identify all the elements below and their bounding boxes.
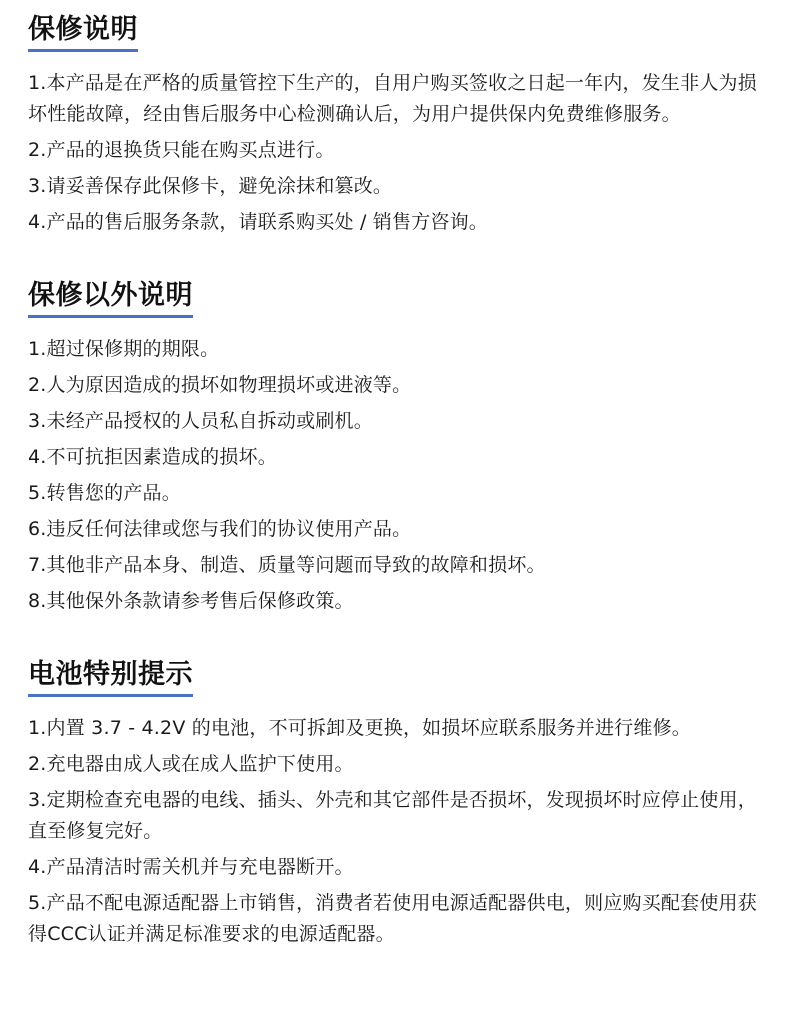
warranty-item: 1.本产品是在严格的质量管控下生产的，自用户购买签收之日起一年内，发生非人为损坏性能故障，经由售后服务中心检测确认后，为用户提供保内免费维修服务。	[28, 72, 757, 125]
warranty-item: 2.产品的退换货只能在购买点进行。	[28, 139, 335, 161]
out-of-warranty-item: 6.违反任何法律或您与我们的协议使用产品。	[28, 518, 412, 540]
out-of-warranty-section	[28, 278, 768, 617]
warranty-section-title: 保修说明	[28, 12, 138, 52]
out-of-warranty-items-list	[28, 334, 768, 617]
warranty-item: 3.请妥善保存此保修卡，避免涂抹和篡改。	[28, 175, 393, 197]
warranty-section	[28, 12, 768, 238]
battery-notice-item: 3.定期检查充电器的电线、插头、外壳和其它部件是否损坏，发现损坏时应停止使用，直至修复完好。	[28, 789, 757, 842]
battery-notice-items-list	[28, 713, 768, 950]
out-of-warranty-item: 8.其他保外条款请参考售后保修政策。	[28, 590, 354, 612]
warranty-document	[28, 12, 768, 955]
out-of-warranty-item: 7.其他非产品本身、制造、质量等问题而导致的故障和损坏。	[28, 554, 546, 576]
battery-notice-item: 2.充电器由成人或在成人监护下使用。	[28, 753, 354, 775]
warranty-items-list	[28, 68, 768, 238]
out-of-warranty-item: 3.未经产品授权的人员私自拆动或刷机。	[28, 410, 373, 432]
battery-notice-section	[28, 657, 768, 950]
warranty-item: 4.产品的售后服务条款，请联系购买处 / 销售方咨询。	[28, 211, 489, 233]
battery-notice-item: 4.产品清洁时需关机并与充电器断开。	[28, 856, 354, 878]
battery-notice-item: 5.产品不配电源适配器上市销售，消费者若使用电源适配器供电，则应购买配套使用获得CCC认证并满足标准要求的电源适配器。	[28, 892, 757, 945]
battery-notice-item: 1.内置 3.7 - 4.2V 的电池，不可拆卸及更换，如损坏应联系服务并进行维修。	[28, 717, 691, 739]
out-of-warranty-section-title: 保修以外说明	[28, 278, 193, 318]
out-of-warranty-item: 1.超过保修期的期限。	[28, 338, 220, 360]
out-of-warranty-item: 2.人为原因造成的损坏如物理损坏或进液等。	[28, 374, 412, 396]
out-of-warranty-item: 4.不可抗拒因素造成的损坏。	[28, 446, 277, 468]
battery-notice-section-title: 电池特别提示	[28, 657, 193, 697]
out-of-warranty-item: 5.转售您的产品。	[28, 482, 181, 504]
